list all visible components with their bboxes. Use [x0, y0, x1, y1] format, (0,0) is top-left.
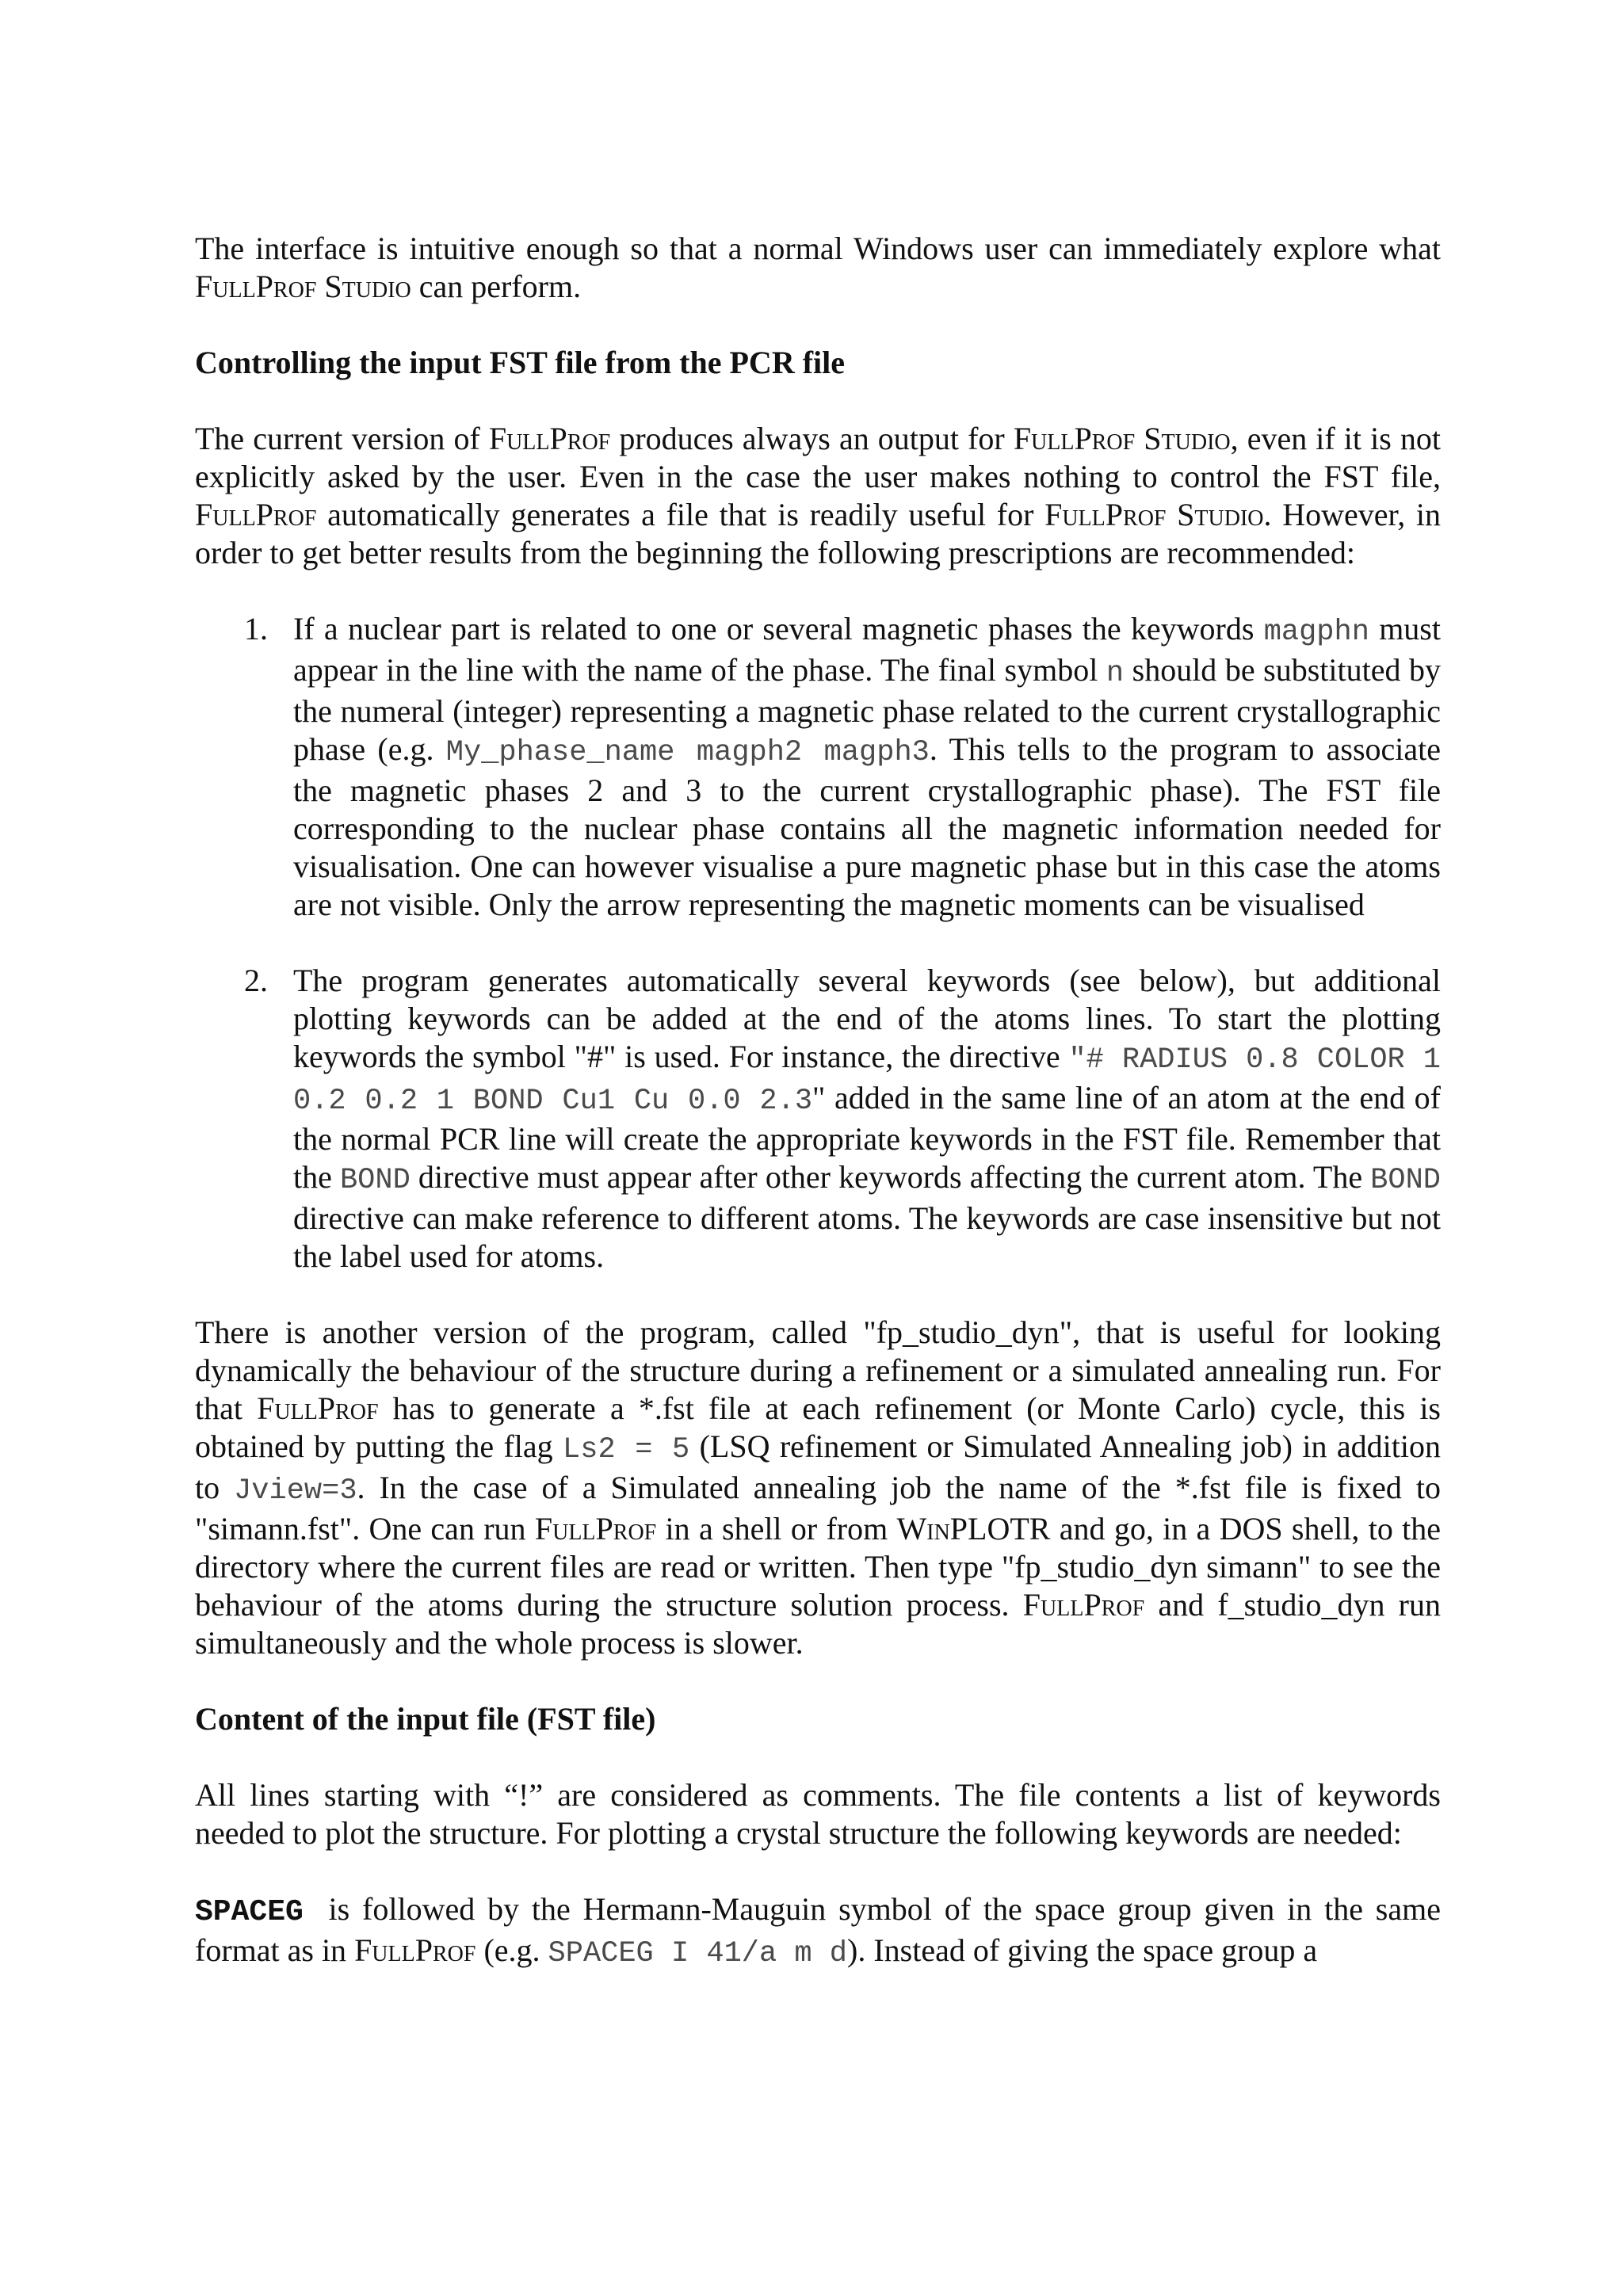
section-heading-controlling: Controlling the input FST file from the PCR file	[195, 345, 845, 380]
code-text: n	[1106, 657, 1125, 690]
text: in a shell or from	[656, 1511, 897, 1547]
text: If a nuclear part is related to one or several magnetic phases the keywords	[293, 611, 1264, 646]
code-text: "# RADIUS 0.8 COLOR 1 0.2 0.2 1 BOND Cu1 Cu 0.0 2.3	[293, 1043, 1441, 1118]
program-name: WinPLOTR	[896, 1511, 1051, 1547]
list-number: 2.	[244, 963, 268, 998]
text: . This tells to the program to associate the magnetic phases 2 and 3 to the current crystallographic phase). The FST file corresponding to the nuclear phase contains all the magnetic information needed for visualisation. One can however visualise a pure magnetic phase but in this case the atoms are not visible. Only the arrow representing the magnetic moments can be visualised	[293, 731, 1442, 922]
program-name: FullProf	[1022, 1587, 1145, 1623]
text: (LSQ refinement or Simulated Annealing job) in addition to	[195, 1428, 1441, 1505]
program-name: FullProf	[354, 1932, 476, 1968]
text: . However, in order to get better results from the beginning the following prescriptions are recommended:	[195, 497, 1441, 570]
section-heading-content: Content of the input file (FST file)	[195, 1701, 656, 1737]
text: has to generate a *.fst file at each refinement (or Monte Carlo) cycle, this is obtained by putting the flag	[195, 1390, 1441, 1464]
code-text: BOND	[1370, 1164, 1441, 1197]
paragraph-fp-studio-dyn	[195, 1314, 1441, 1662]
text: and go, in a DOS shell, to the directory where the current files are read or written. Then type "fp_studio_dyn simann" to see the behaviour of the atoms during the structure solution process.	[195, 1511, 1441, 1623]
text: directive can make reference to different atoms. The keywords are case insensitive but not the label used for atoms.	[293, 1200, 1441, 1274]
text: The current version of	[195, 421, 489, 456]
text: automatically generates a file that is readily useful for	[316, 497, 1045, 532]
text: . In the case of a Simulated annealing job the name of the *.fst file is fixed to "simann.fst". One can run	[195, 1470, 1441, 1547]
prescription-list	[195, 610, 1441, 1276]
code-text: magphn	[1263, 616, 1369, 649]
text: (e.g.	[475, 1932, 548, 1968]
text: " added in the same line of an atom at the end of the normal PCR line will create the appropriate keywords in the FST file. Remember that the	[293, 1080, 1441, 1195]
text: ). Instead of giving the space group a	[847, 1932, 1318, 1968]
intro-paragraph	[195, 230, 1441, 306]
paragraph-comments: All lines starting with “!” are considered as comments. The file contents a list of keywords needed to plot the structure. For plotting a crystal structure the following keywords are needed:	[195, 1777, 1441, 1851]
text: produces always an output for	[610, 421, 1014, 456]
text: is followed by the Hermann-Mauguin symbol of the space group given in the same format as in	[195, 1891, 1449, 1968]
code-text: Ls2 = 5	[563, 1433, 690, 1466]
paragraph-spaceg	[195, 1890, 1449, 1973]
program-name: FullProf	[257, 1390, 379, 1426]
text: should be substituted by the numeral (integer) representing a magnetic phase related to the current crystallographic phase (e.g.	[293, 652, 1441, 767]
program-name: FullProf	[534, 1511, 657, 1547]
text: There is another version of the program, called "fp_studio_dyn", that is useful for looking dynamically the behaviour of the structure during a refinement or a simulated annealing run. For that	[195, 1314, 1441, 1426]
text: , even if it is not explicitly asked by the user. Even in the case the user makes nothing to control the FST file,	[195, 421, 1441, 494]
program-name: FullProf Studio	[1044, 497, 1264, 532]
list-number: 1.	[244, 611, 268, 646]
program-name: FullProf	[195, 497, 317, 532]
list-item	[195, 962, 1441, 1276]
code-text: BOND	[339, 1164, 411, 1197]
text: can perform.	[411, 269, 582, 304]
paragraph-current-version	[195, 420, 1441, 572]
text: The program generates automatically several keywords (see below), but additional plotting keywords can be added at the end of the atoms lines. To start the plotting keywords the symbol "#" is used. For instance, the directive	[293, 963, 1441, 1074]
code-text: SPACEG I 41/a m d	[548, 1937, 847, 1970]
code-text: Jview=3	[234, 1474, 357, 1508]
program-name: FullProf Studio	[195, 269, 411, 304]
list-item	[195, 610, 1441, 924]
text: must appear in the line with the name of the phase. The final symbol	[293, 611, 1441, 688]
text: directive must appear after other keywords affecting the current atom. The	[410, 1159, 1371, 1195]
program-name: FullProf Studio	[1013, 421, 1231, 456]
text: The interface is intuitive enough so that a normal Windows user can immediately explore what	[195, 231, 1441, 266]
keyword: SPACEG	[195, 1895, 304, 1929]
code-text: My_phase_name magph2 magph3	[445, 736, 930, 769]
document-page	[195, 230, 1449, 1973]
text: and f_studio_dyn run simultaneously and the whole process is slower.	[195, 1587, 1441, 1661]
program-name: FullProf	[488, 421, 611, 456]
